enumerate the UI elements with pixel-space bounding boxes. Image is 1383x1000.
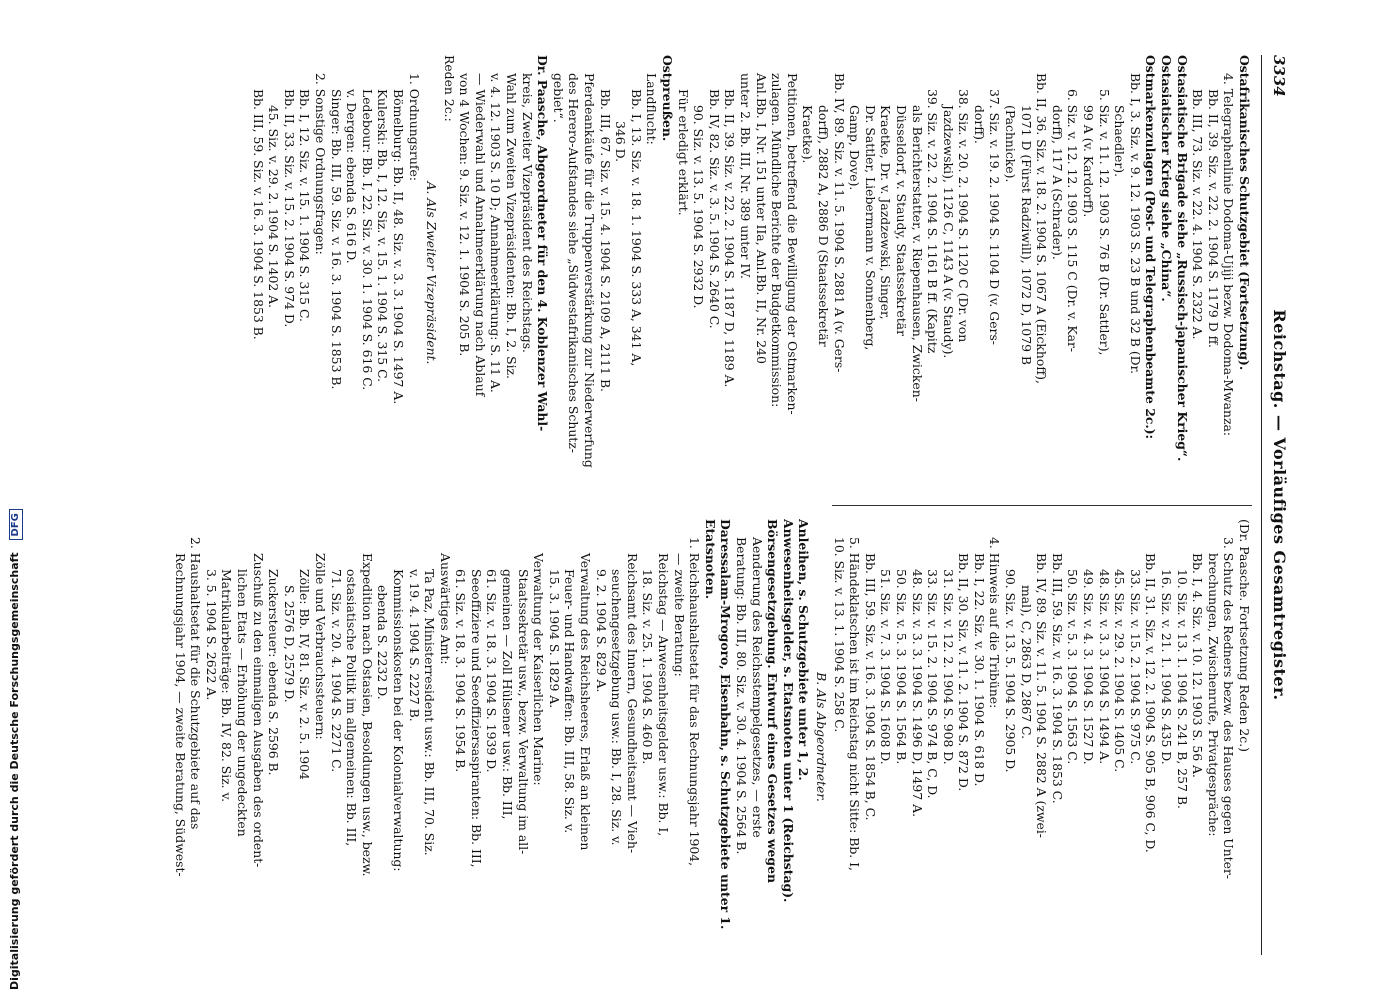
register-line: seuchengesetzgebung usw.: Bb. I, 28. Siz. v. [609,569,625,846]
dfg-logo-icon: DFG [9,509,23,540]
register-line: Bb. III, 59. Siz. v. 16. 3. 1904 S. 1854 B, C. [862,553,878,821]
register-line: 50. Siz. v. 5. 3. 1904 S. 1564 B. [893,569,909,765]
register-line: des Herero-Aufstandes siehe „Südwestafrikanisches Schutz- [566,73,582,453]
register-line: 49. Siz. v. 4. 3. 1904 S. 1527 D. [1081,569,1097,765]
register-line: Bb. IV, 89. Siz. v. 11. 5. 1904 S. 2881 A (v. Gers- [831,73,847,373]
register-line: 3. 5. 1904 S. 2622 A. [203,569,219,701]
register-line: Landflucht: [644,73,660,145]
register-line: dorff). [971,105,987,144]
section-heading: A. Als Zweiter Vizepräsident. [424,181,440,365]
register-line: 37. Siz. v. 19. 2. 1904 S. 1104 D (v. Gers- [987,89,1003,345]
register-line: 71. Siz. v. 20. 4. 1904 S. 2271 C. [328,569,344,773]
register-heading: Ostpreußen. [660,55,676,142]
register-line: Auswärtiges Amt: [437,553,453,665]
register-line: 90. Siz. v. 13. 5. 1904 S. 2905 D. [1003,569,1019,773]
register-line: 1. Ordnungsrufe: [406,73,422,182]
register-line: 15. 3. 1904 S. 1829 A. [546,569,562,709]
register-line: Bb. III, 59. Siz. v. 16. 3. 1904 S. 1853 B. [250,89,266,340]
register-line: 6. Siz. v. 12. 12. 1903 S. 115 C (Dr. v. Kar- [1065,89,1081,353]
register-line: 1071 D (Fürst Radziwill), 1072 D, 1079 B [1018,105,1034,366]
register-line: 10. Siz. v. 13. 1. 1904 S. 258 C. [831,537,847,733]
register-line: Bb. III, 59. Siz. v. 16. 3. 1904 S. 1853 C. [1049,553,1065,804]
register-line: Zölle und Verbrauchssteuern: [312,553,328,740]
register-line: Bb. I, 12. Siz. v. 15. 1. 1904 S. 315 C. [297,89,313,322]
register-line: Beratung: Bb. III, 80. Siz. v. 30. 4. 1904 S. 2564 B. [734,537,749,855]
footer-text: Digitalisierung gefördert durch die Deutsche Forschungsgemeinschaft [8,552,21,990]
register-line: 2. Haushaltsetat für die Schutzgebiete auf das [188,537,204,830]
register-line: 33. Siz. v. 15. 2. 1904 S. 975 C. [1127,569,1143,765]
register-line: Kulerski: Bb. I, 12. Siz. v. 15. 1. 1904 S. 315 C. [375,89,391,383]
register-line: 16. Siz. v. 21. 1. 1904 S. 435 D. [1159,569,1175,765]
register-line: Bb. II, 30. Siz. v. 11. 2. 1904 S. 872 D. [956,553,972,792]
register-line: Dr. Sattler, Liebermann v. Sonnenberg, [862,105,878,351]
register-line: Pferdeankäufe für die Truppenverstärkung zur Niederwerfung [582,73,598,468]
register-line: kreis, Zweiter Vizepräsident des Reichstags. [519,73,535,353]
register-heading: Etatsnoten. [702,519,718,600]
register-line: Bömelburg: Bb. II, 48. Siz. v. 3. 3. 1904 S. 1497 A. [390,89,406,405]
register-line: von 4 Wochen: 9. Siz. v. 12. 1. 1904 S. 205 B. [457,73,473,357]
register-line: 61. Siz. v. 18. 3. 1904 S. 1954 B. [453,569,469,773]
register-line: lichen Etats — Erhöhung der ungedeckten [235,569,250,837]
register-line: Reichstag — Anwesenheitsgelder usw.: Bb. I, [656,553,672,837]
register-line: 346 D. [613,121,629,163]
register-line: 2. Sonstige Ordnungsfragen: [312,73,328,255]
register-heading: Börsengesetzgebung. Entwurf eines Gesetzes wegen [765,519,781,883]
register-line: Staatssekretär usw., bezw. Verwaltung im all- [515,569,531,855]
register-line: Bb. IV, 82. Siz. v. 3. 5. 1904 S. 2640 C. [706,89,722,329]
page-number: 3334 [1270,55,1288,97]
register-line: Singer: Bb. III, 59. Siz. v. 16. 3. 1904 S. 1853 B. [328,89,344,390]
register-line: Expedition nach Ostasien, Besoldungen usw., bezw. [359,553,375,877]
register-line: 45. Siz. v. 29. 2. 1904 S. 1405 C. [1112,569,1128,773]
register-line: Anl.Bb. I, Nr. 151 unter IIa, Anl.Bb. II, Nr. 240 [753,73,769,364]
page-title: Reichstag. — Vorläufiges Gesamtregister. [1270,309,1289,701]
section-heading: B. Als Abgeordneter. [813,672,829,802]
register-line: 99 A (v. Kardorff). [1081,105,1097,218]
register-line: Bb. III, 67. Siz. v. 15. 4. 1904 S. 2109 A, 2111 B. [597,89,613,392]
register-line: 51. Siz. v. 7. 3. 1904 S. 1608 D. [878,569,894,765]
register-line: Kraetke). [800,105,816,164]
register-line: Verwaltung der Kaiserlichen Marine: [531,553,547,786]
register-line: 5. Händeklatschen ist im Reichstag nicht Sitte: Bb. I, [847,537,863,871]
digitization-footer [8,0,23,990]
register-line: 48. Siz. v. 3. 3. 1904 S. 1496 D, 1497 A. [909,569,925,818]
register-line: 48. Siz. v. 3. 3. 1904 S. 1494 A. [1096,569,1112,765]
register-heading: Ostmarkenzulagen (Post- und Telegraphenbeamte 2c.): [1143,55,1159,440]
register-heading: Ostasiatische Brigade siehe „Russisch-japanischer Krieg“. [1174,55,1190,462]
register-line: (Dr. Paasche. Fortsetzung Reden 2c.) [1237,519,1252,753]
register-line: Matrikularbeiträge: Bb. IV, 82. Siz. v. [219,569,235,803]
register-line: Düsseldorf, v. Staudy, Staatssekretär [893,105,909,336]
register-line: Seeoffiziere und Seeoffiziersaspiranten: Bb. III, [468,569,484,868]
register-line: mal), C, 2863 D, 2867 C. [1018,585,1034,740]
register-line: 4. Hinweis auf die Tribüne: [987,537,1003,709]
register-line: Schaedler). [1112,105,1128,178]
register-line: Feuer- und Handwaffen: Bb. III, 58. Siz. v. [562,569,578,834]
register-line: als Berichterstatter, v. Riepenhausen, Zwicken- [909,105,925,402]
register-line: 31. Siz. v. 12. 2. 1904 S. 908 D. [940,569,956,765]
register-line: 38. Siz. v. 20. 2. 1904 S. 1120 C (Dr. von [956,89,972,343]
register-line: v. 19. 4. 1904 S. 2227 B. [406,569,422,722]
register-line: 5. Siz. v. 11. 12. 1903 S. 76 B (Dr. Sattler), [1096,89,1112,356]
register-line: 4. Telegraphenlinie Dodoma-Ujiji bezw. Dodoma-Mwanza: [1221,73,1237,437]
register-line: Wahl zum Zweiten Vizepräsidenten: Bb. I, 2. Siz. [504,73,520,379]
register-line: Zuckersteuer: ebenda S. 2596 B. [266,569,282,776]
register-line: Jazdzewski), 1126 C, 1143 A (v. Staudy). [940,105,956,359]
register-line: ebenda S. 2232 D. [375,585,391,700]
register-line: 1. Reichshaushaltsetat für das Rechnungsjahr 1904, [687,537,703,867]
register-line: 10. Siz. v. 13. 1. 1904 S. 241 B, 257 B. [1174,569,1190,809]
register-line: S. 2576 D, 2579 D. [281,585,297,703]
register-line: Bb. II, 39. Siz. v. 22. 2. 1904 S. 1179 D ff. [1205,89,1221,348]
register-line: 50. Siz. v. 5. 3. 1904 S. 1563 C. [1065,569,1081,765]
register-page [75,55,1290,955]
page-header [1261,55,1290,955]
register-line: (Pachnicke). [1003,105,1019,183]
register-line: Reichsamt des Innern, Gesundheitsamt — Vieh- [624,553,640,854]
register-line: — zweite Beratung: [671,553,687,677]
register-line: Zölle: Bb. IV, 81. Siz. v. 2. 5. 1904 [297,569,313,780]
register-line: Petitionen, betreffend die Bewilligung der Ostmarken- [784,73,800,415]
register-line: Für erledigt erklärt. [675,89,691,216]
register-line: Bb. II, 39. Siz. v. 22. 2. 1904 S. 1187 D, 1189 A. [722,89,738,388]
register-line: Verwaltung des Reichsheeres, Erlaß an kleinen [578,553,594,851]
register-line: Aenderung des Reichsstempelgesetzes, — erste [749,537,765,838]
register-line: Bb. II, 31. Siz. v. 12. 2. 1904 S. 905 B, 906 C, D. [1143,553,1159,853]
register-heading: Ostasiatischer Krieg siehe „China“. [1159,55,1175,302]
register-line: — Wiederwahl und Annahmeerklärung nach Ablauf [472,73,488,397]
register-line: 61. Siz. v. 18. 3. 1904 S. 1939 D. [484,569,500,773]
register-line: zulagen. Mündliche Berichte der Budgetkommission: [769,73,785,408]
register-line: 90. Siz. v. 13. 5. 1904 S. 2932 D. [691,105,707,309]
register-line: gebiet“. [550,73,566,123]
register-heading: Anwesenheitsgelder, s. Etatsnoten unter 1 (Reichstag). [780,519,796,903]
register-line: Bb. II, 36. Siz. v. 18. 2. 1904 S. 1067 A (Eickhoff), [1034,73,1050,384]
register-line: Gamp, Dove). [847,105,863,191]
register-line: Ledebour: Bb. I, 22. Siz. v. 30. 1. 1904 S. 616 C. [359,89,375,391]
register-line: unter 2. Bb. III, Nr. 389 unter IV. [738,73,753,279]
register-heading: Dr. Paasche, Abgeordneter für den 4. Koblenzer Wahl- [535,55,551,432]
register-line: 39. Siz. v. 22. 2. 1904 S. 1161 B ff. (Kapitz [925,89,941,354]
register-heading: Ostafrikanisches Schutzgebiet (Fortsetzung). [1237,55,1252,371]
register-line: Bb. I, 3. Siz. v. 9. 12. 1903 S. 23 B und 32 B (Dr. [1127,73,1143,375]
register-line: Bb. I, 4. Siz. v. 10. 12. 1903 S. 56 A. [1190,553,1206,778]
register-line: brechungen, Zwischenrufe, Privatgespräche: [1205,553,1221,837]
register-line: Bb. II, 33. Siz. v. 15. 2. 1904 S. 974 D. [281,89,297,328]
right-column [172,519,1252,955]
left-column [250,55,1252,491]
register-line: Bb. I, 22. Siz. v. 30. 1. 1904 S. 618 D. [971,553,987,787]
register-line: Rechnungsjahr 1904, — zweite Beratung, Südwest- [172,553,188,877]
register-line: Bb. IV, 89. Siz. v. 11. 5. 1904 S. 2882 A (zwei- [1034,553,1050,838]
register-line: 18. Siz. v. 25. 1. 1904 S. 460 B. [640,569,656,765]
register-heading: Daressalam-Mrogoro, Eisenbahn, s. Schutzgebiete unter 1. [718,519,734,930]
register-line: Reden 2c.: [441,55,457,122]
register-line: dorff), 2882 A, 2886 D (Staatssekretär [815,105,831,347]
register-line: v. 4. 12. 1903 S. 10 D; Annahmeerklärung: S. 11 A. [488,73,504,393]
register-heading: Anleihen, s. Schutzgebiete unter 1, 2. [796,519,812,781]
register-line: gemeinen — Zoll Hülsener usw.: Bb. III, [500,569,516,820]
register-line: ostasiatische Politik im allgemeinen: Bb. III, [344,569,360,847]
register-line: 33. Siz. v. 15. 2. 1904 S. 974 B, C, D. [925,569,941,799]
register-line: Bb. III, 73. Siz. v. 22. 4. 1904 S. 2322 A. [1190,89,1206,340]
register-line: 3. Schutz des Redners bezw. des Hauses gegen Unter- [1221,537,1237,880]
column-divider [832,505,1252,506]
register-line: 45. Siz. v. 29. 2. 1904 S. 1402 A. [266,105,282,309]
register-line: 9. 2. 1904 S. 829 A. [593,569,609,693]
register-line: Zuschuß zu den einmaligen Ausgaben des ordent- [250,553,266,868]
register-line: Kraetke, Dr. v. Jazdzewski, Singer, [878,105,894,320]
register-line: Kommissionskosten bei der Kolonialverwaltung: [390,569,406,872]
register-line: Bb. I, 13. Siz. v. 18. 1. 1904 S. 333 A, 341 A, [628,89,644,367]
register-line: dorff), 117 A (Schrader). [1049,105,1065,260]
register-line: v. Dergen: ebenda S. 616 D. [344,89,360,264]
register-line: Ta Paz, Ministerresident usw.: Bb. III, 70. Siz. [422,569,438,856]
